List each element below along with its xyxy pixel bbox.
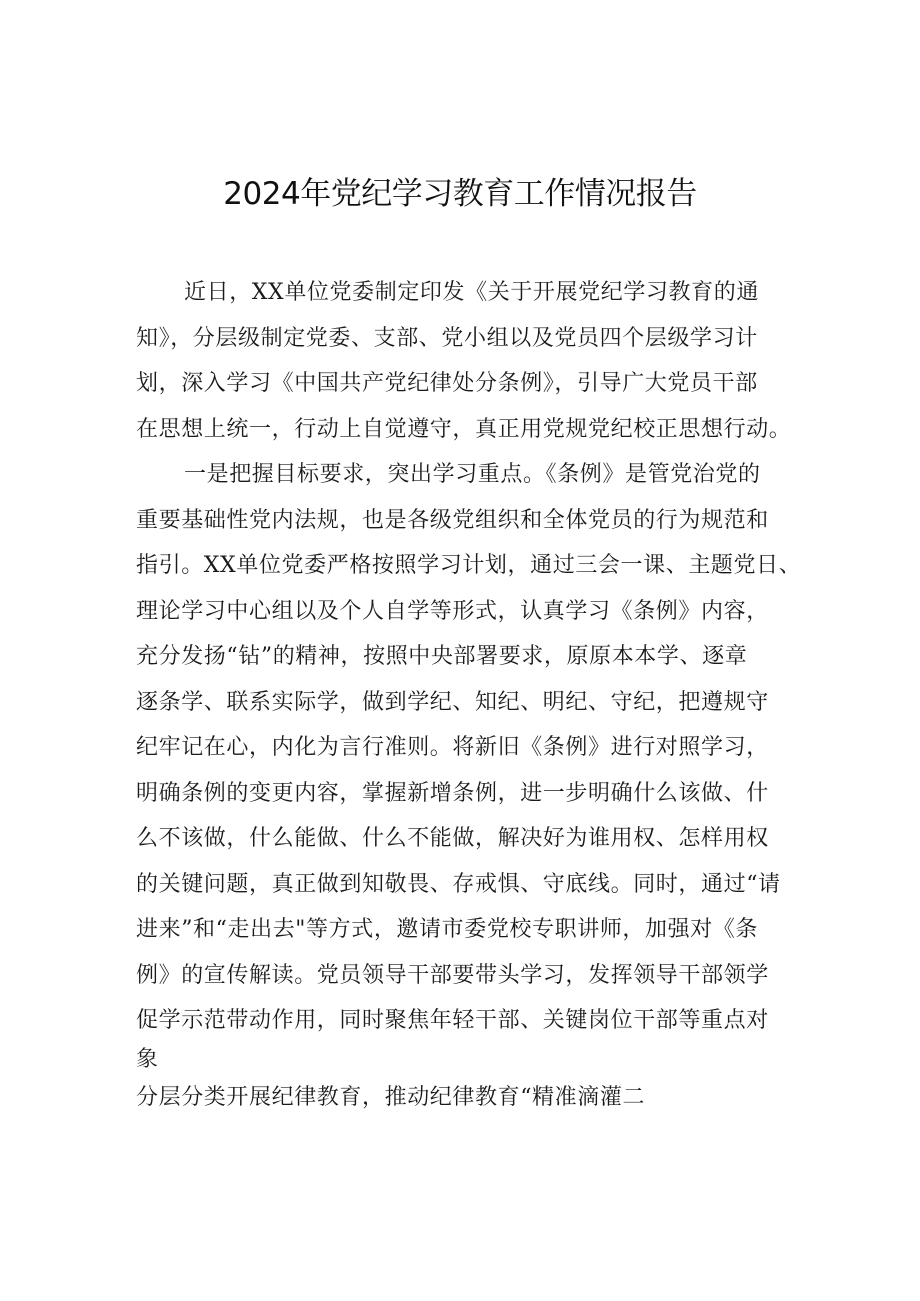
paragraph-line: 指引。XX单位党委严格按照学习计划，通过三会一课、主题党日、 bbox=[136, 553, 802, 578]
paragraph-line: 纪牢记在心，内化为言行准则。将新旧《条例》进行对照学习， bbox=[136, 735, 769, 760]
paragraph-line: 逐条学、联系实际学，做到学纪、知纪、明纪、守纪，把遵规守 bbox=[136, 689, 769, 715]
paragraph-line: 理论学习中心组以及个人自学等形式，认真学习《条例》内容， bbox=[136, 598, 769, 624]
paragraph-line: 近日，XX单位党委制定印发《关于开展党纪学习教育的通 bbox=[184, 280, 759, 305]
paragraph-line: 象 bbox=[136, 1046, 159, 1072]
paragraph-line: 分层分类开展纪律教育，推动纪律教育“精准滴灌二 bbox=[136, 1084, 646, 1110]
paragraph-line: 重要基础性党内法规，也是各级党组织和全体党员的行为规范和 bbox=[136, 507, 769, 533]
paragraph-line: 例》的宣传解读。党员领导干部要带头学习，发挥领导干部领学 bbox=[136, 962, 769, 988]
paragraph-line: 充分发扬“钻”的精神，按照中央部署要求，原原本本学、逐章 bbox=[136, 644, 748, 669]
paragraph-line: 促学示范带动作用，同时聚焦年轻干部、关键岗位干部等重点对 bbox=[136, 1008, 769, 1033]
paragraph-line: 么不该做，什么能做、什么不能做，解决好为谁用权、怎样用权 bbox=[136, 826, 769, 851]
paragraph-line: 知》，分层级制定党委、支部、党小组以及党员四个层级学习计 bbox=[136, 325, 758, 351]
paragraph-line: 一是把握目标要求，突出学习重点。《条例》是管党治党的 bbox=[184, 462, 761, 487]
paragraph-line: 进来”和“走出去"等方式，邀请市委党校专职讲师，加强对《条 bbox=[136, 917, 759, 942]
paragraph-line: 的关键问题，真正做到知敬畏、存戒惧、守底线。同时，通过“请 bbox=[136, 871, 781, 897]
paragraph-line: 在思想上统一，行动上自觉遵守，真正用党规党纪校正思想行动。 bbox=[136, 416, 792, 442]
document-body bbox=[136, 270, 836, 1120]
paragraph-line: 划，深入学习《中国共产党纪律处分条例》，引导广大党员干部 bbox=[136, 371, 758, 396]
document-title: 2024年党纪学习教育工作情况报告 bbox=[223, 176, 697, 212]
paragraph-line: 明确条例的变更内容，掌握新增条例，进一步明确什么该做、什 bbox=[136, 780, 769, 806]
